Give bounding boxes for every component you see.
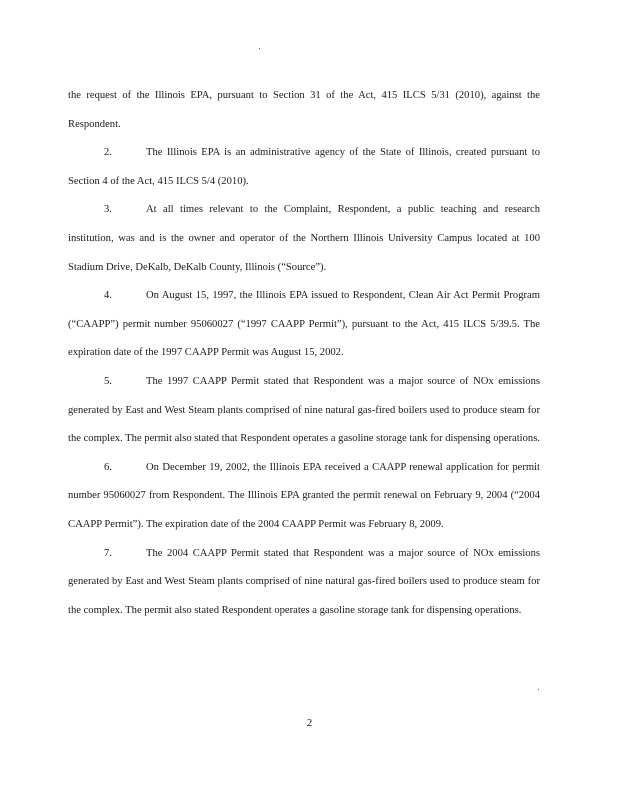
paragraph-4 [68,282,540,368]
scan-speck [538,689,539,690]
paragraph-number: 5. [104,375,112,387]
paragraph-number: 4. [104,290,112,302]
paragraph-number: 2. [104,147,112,159]
paragraph-text: The 2004 CAAPP Permit stated that Respondent was a major source of NOx emissions generated by East and West Steam plants comprised of nine natural gas-fired boilers used to produce steam for the complex. The permit also stated Respondent operates a gasoline storage tank for dispensing operations. [68,547,540,616]
paragraph-number: 6. [104,461,112,473]
paragraph-number: 7. [104,547,112,559]
scan-speck [259,48,260,49]
page-number: 2 [306,717,313,729]
paragraph-text: The 1997 CAAPP Permit stated that Respondent was a major source of NOx emissions generated by East and West Steam plants comprised of nine natural gas-fired boilers used to produce steam for the complex. The permit also stated that Respondent operates a gasoline storage tank for dispensing operations. [68,375,540,445]
paragraph-text: On August 15, 1997, the Illinois EPA issued to Respondent, Clean Air Act Permit Program (“CAAPP”) permit number 95060027 (“1997 CAAPP Permit”), pursuant to the Act, 415 ILCS 5/39.5. The expiration date of the 1997 CAAPP Permit was August 15, 2002. [68,290,540,359]
paragraph-2 [68,139,540,196]
paragraph-7 [68,540,540,626]
opening-paragraph: the request of the Illinois EPA, pursuant to Section 31 of the Act, 415 ILCS 5/31 (2010), against the Respondent. [68,90,540,130]
paragraph-6 [68,454,540,540]
paragraph-number: 3. [104,204,112,216]
paragraph-text: At all times relevant to the Complaint, Respondent, a public teaching and research institution, was and is the owner and operator of the Northern Illinois University Campus located at 100 Stadium Drive, DeKalb, DeKalb County, Illinois (“Source”). [68,204,540,273]
document-body [68,82,540,625]
paragraph-3 [68,196,540,282]
paragraph-text: The Illinois EPA is an administrative agency of the State of Illinois, created pursuant to Section 4 of the Act, 415 ILCS 5/4 (2010). [68,147,540,187]
paragraph-text: On December 19, 2002, the Illinois EPA received a CAAPP renewal application for permit number 95060027 from Respondent. The Illinois EPA granted the permit renewal on February 9, 2004 (“2004 CAAPP Permit”). The expiration date of the 2004 CAAPP Permit was February 8, 2009. [68,461,540,530]
paragraph-5 [68,368,540,454]
